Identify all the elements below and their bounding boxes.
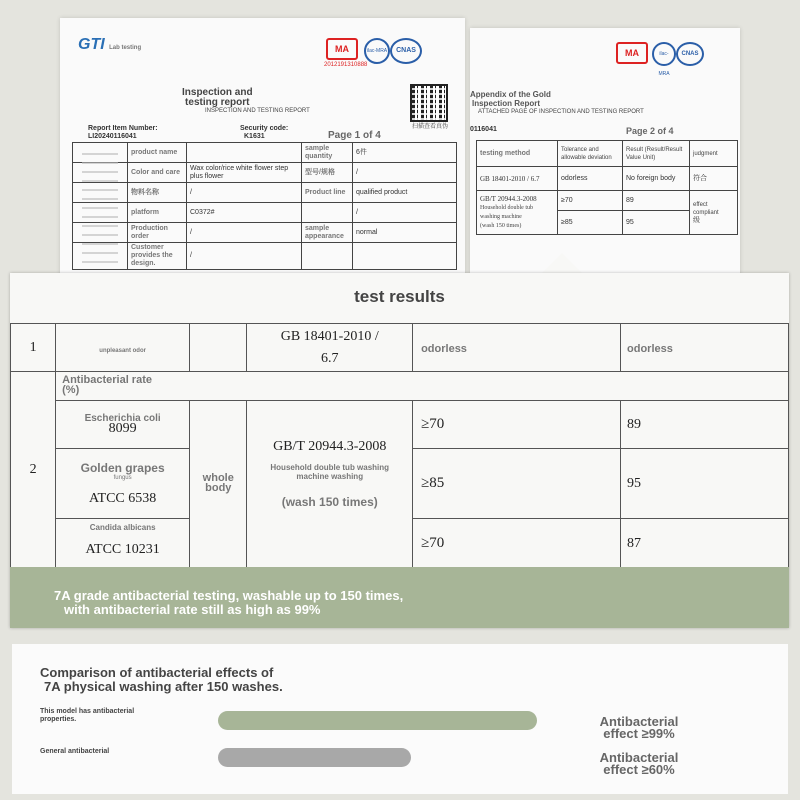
test-results-title: test results [354, 287, 445, 306]
appendix-report-no: 0116041 [470, 126, 497, 133]
cma-badge-2: MA [616, 42, 648, 64]
table-row [73, 183, 457, 203]
report1-table [72, 142, 457, 270]
ilac-badge-2: ilac-MRA [652, 42, 676, 66]
report1-cell: qualified product [356, 188, 408, 196]
result: odorless [627, 342, 673, 355]
report1-cell: / [356, 168, 358, 176]
comparison-title: Comparison of antibacterial effects of 7A physical washing after 150 washes. [40, 665, 283, 694]
item-name: unpleasant odor [99, 347, 146, 354]
cma-badge: MA [326, 38, 358, 60]
report1-cell: C0372# [190, 208, 215, 216]
report1-cell: / [190, 252, 192, 259]
report1-cell: / [356, 208, 358, 216]
effect-label-general: Antibacterial effect ≥60% [599, 750, 679, 777]
organism-code: ATCC 6538 [88, 491, 157, 506]
comparison-label-this-model: This model has antibacterial properties. [40, 708, 135, 723]
organism-name: Escherichia coli [84, 413, 161, 424]
report1-cell: sample quantity [305, 144, 333, 160]
requirement: ≥85 [413, 449, 621, 519]
comparison-bar-general [218, 748, 411, 767]
report1-cell: Customer provides the design. [131, 244, 173, 267]
cnas-badge: CNAS [390, 38, 422, 64]
cma-number: 2012191310888 [324, 62, 368, 68]
appendix-page-number: Page 2 of 4 [626, 126, 674, 136]
organism-cell [56, 401, 190, 449]
callout-pointer [540, 253, 584, 275]
qr-code [410, 84, 448, 122]
organism-name: Candida albicans [89, 523, 156, 532]
report1-cell: / [190, 188, 192, 196]
report1-cell: Color and care [131, 168, 181, 176]
comparison-label-general: General antibacterial [40, 748, 110, 755]
table-row [11, 324, 789, 372]
page-number: Page 1 of 4 [328, 130, 381, 141]
test-part: whole body [202, 472, 234, 494]
report1-cell: / [190, 228, 192, 236]
report-page-2 [470, 28, 740, 278]
organism-cell [56, 519, 190, 569]
report-item-number: Report Item Number: LI20240116041 [88, 125, 158, 140]
appendix-title-sub: ATTACHED PAGE OF INSPECTION AND TESTING REPORT [478, 109, 644, 115]
report1-cell: platform [131, 208, 159, 216]
report-title: Inspection and testing report [182, 87, 253, 108]
comparison-bar-this-model [218, 711, 537, 730]
requirement: odorless [421, 342, 467, 355]
antibacterial-banner [10, 567, 789, 628]
requirement: ≥70 [413, 401, 621, 449]
organism-code: ATCC 10231 [85, 542, 160, 557]
effect-label-this-model: Antibacterial effect ≥99% [599, 714, 679, 741]
antibacterial-rate-header: Antibacterial rate (%) [62, 373, 152, 396]
report1-cell: product name [131, 148, 178, 156]
report1-cell: 物料名称 [131, 188, 159, 196]
report1-cell: 6件 [356, 148, 367, 156]
row-number: 1 [11, 324, 56, 372]
report1-cell: normal [356, 228, 378, 236]
organism-code: 8099 [108, 421, 137, 436]
report1-cell: 型号/规格 [305, 168, 335, 176]
result: 95 [621, 449, 789, 519]
result: 87 [621, 519, 789, 569]
scan-label: 扫描查看真伪 [412, 124, 449, 130]
report1-cell: sample appearance [305, 224, 344, 240]
requirement: ≥70 [413, 519, 621, 569]
ilac-badge: ilac-MRA [364, 38, 390, 64]
test-method: GB/T 20944.3-2008 Household double tub washing machine washing (wash 150 times) [247, 401, 413, 569]
table-row [11, 372, 789, 401]
table-row [73, 223, 457, 243]
report-title-sub: INSPECTION AND TESTING REPORT [205, 108, 310, 114]
sample-photo [82, 153, 118, 263]
test-method: GB 18401-2010 / 6.7 [247, 324, 413, 372]
organism-name: Golden grapes [80, 461, 165, 475]
security-code: Security code: K1631 [240, 125, 289, 140]
report1-cell: Production order [131, 224, 168, 240]
table-row [73, 203, 457, 223]
table-row [73, 243, 457, 270]
organism-sub: fungus [113, 475, 132, 481]
report2-table: testing method Tolerance and allowable deviation Result (Result/Result Value Unit) judgment GB 18401-2010 / 6.7 odorless No foreign body 符合 GB/T 20944.3-2008 Household double tub washing machine (wash 150 times) ≥70 89 effect compliant 级 ≥85 95 [476, 140, 738, 235]
comparison-panel [12, 644, 788, 794]
table-row [11, 401, 789, 449]
banner-text: 7A grade antibacterial testing, washable up to 150 times, with antibacterial rate still as high as 99% [54, 588, 404, 617]
table-row [73, 163, 457, 183]
gti-logo: GTI Lab testing [78, 36, 142, 53]
table-row [73, 143, 457, 163]
cnas-badge-2: CNAS [676, 42, 704, 66]
test-results-table [10, 323, 789, 569]
organism-cell [56, 449, 190, 519]
report-page-1 [60, 18, 465, 280]
row-number: 2 [11, 372, 56, 569]
report1-cell: Wax color/rice white flower step plus flower [190, 164, 289, 180]
result: 89 [621, 401, 789, 449]
appendix-title: Appendix of the Gold Inspection Report [470, 90, 551, 108]
report1-cell: Product line [305, 188, 346, 196]
